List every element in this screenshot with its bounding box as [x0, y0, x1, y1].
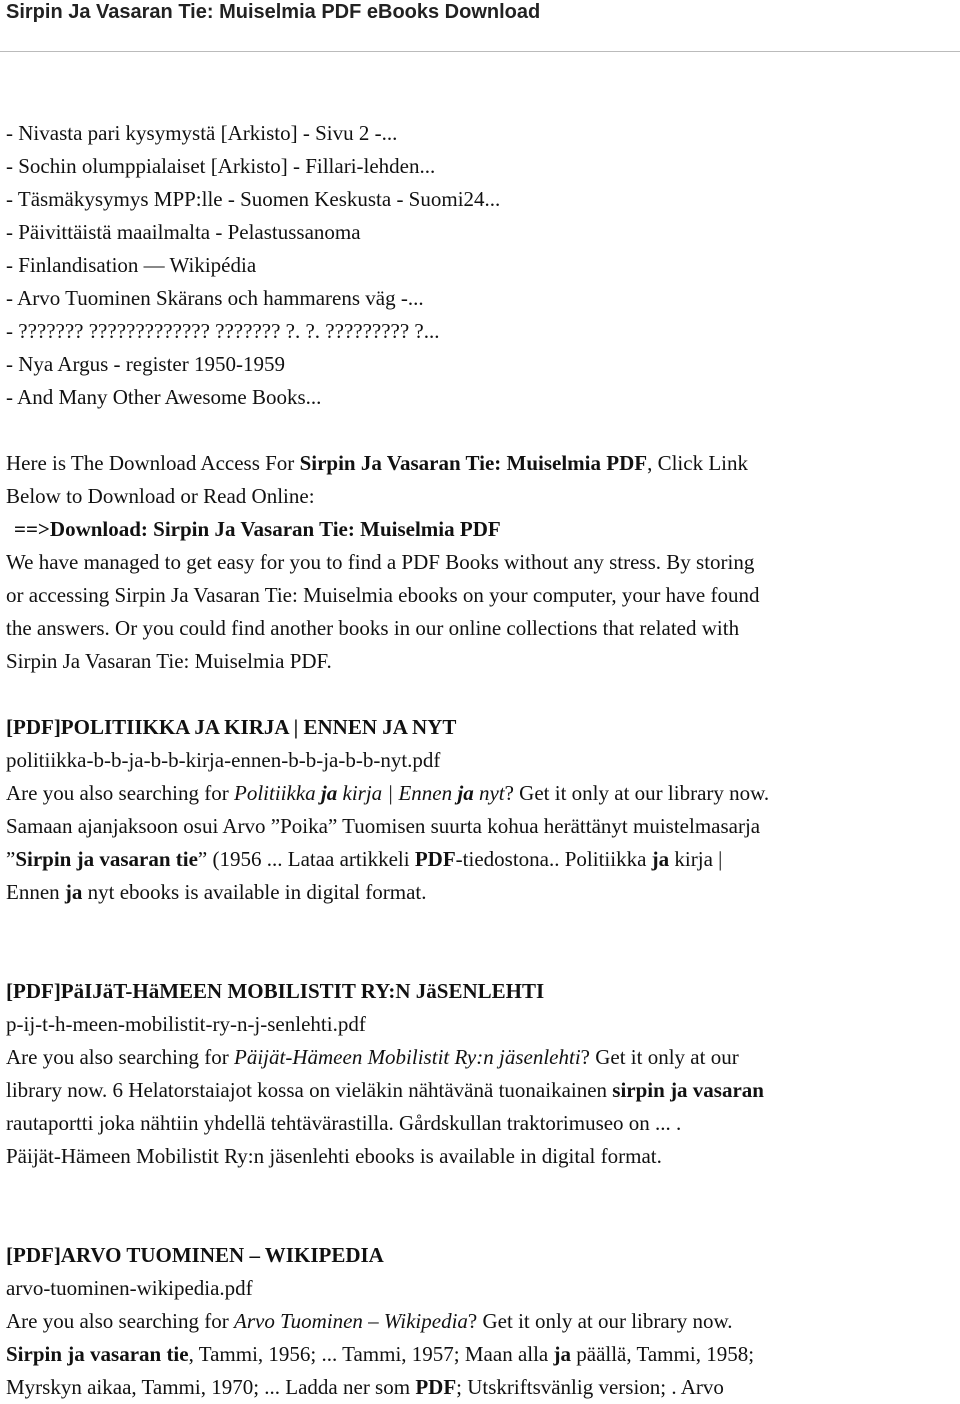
excerpt-bold: Sirpin ja vasaran tie: [15, 847, 198, 871]
result-excerpt: Samaan ajanjaksoon osui Arvo ”Poika” Tuomisen suurta kohua herättänyt muistelmasarja: [6, 814, 761, 838]
excerpt-bold: PDF: [414, 847, 456, 871]
excerpt-text: päällä, Tammi, 1958;: [571, 1342, 755, 1366]
list-item[interactable]: - Arvo Tuominen Skärans och hammarens väg -...: [6, 286, 424, 310]
list-item[interactable]: - And Many Other Awesome Books...: [6, 385, 322, 409]
result-excerpt: Päijät-Hämeen Mobilistit Ry:n jäsenlehti ebooks is available in digital format.: [6, 1144, 662, 1168]
result-heading[interactable]: [PDF]PäIJäT-HäMEEN MOBILISTIT RY:N JäSENLEHTI: [6, 979, 545, 1003]
excerpt-bold: PDF: [415, 1375, 457, 1399]
result-excerpt: [6, 1371, 954, 1404]
searching-title: Politiikka: [234, 781, 321, 805]
result-searching: [6, 1041, 954, 1074]
body-line: the answers. Or you could find another books in our online collections that related with: [6, 616, 740, 640]
result-excerpt: [6, 843, 954, 876]
searching-title: Arvo Tuominen – Wikipedia: [234, 1309, 468, 1333]
result-excerpt: [6, 1074, 954, 1107]
excerpt-bold: ja: [553, 1342, 571, 1366]
result-filename: p-ij-t-h-meen-mobilistit-ry-n-j-senlehti.pdf: [6, 1012, 366, 1036]
result-excerpt: [6, 876, 954, 909]
searching-suffix: ? Get it only at our library now.: [467, 1309, 733, 1333]
excerpt-text: kirja |: [669, 847, 723, 871]
result-block: [6, 975, 954, 1173]
result-filename: politiikka-b-b-ja-b-b-kirja-ennen-b-b-ja-b-b-nyt.pdf: [6, 748, 441, 772]
body-line: or accessing Sirpin Ja Vasaran Tie: Muiselmia ebooks on your computer, your have found: [6, 583, 760, 607]
excerpt-text: , Tammi, 1956; ... Tammi, 1957; Maan alla: [188, 1342, 554, 1366]
excerpt-text: ; Utskriftsvänlig version; . Arvo: [456, 1375, 724, 1399]
intro-text: , Click Link: [647, 451, 748, 475]
searching-title: Päijät-Hämeen Mobilistit Ry:n jäsenlehti: [234, 1045, 581, 1069]
spacer: [6, 1173, 954, 1239]
searching-prefix: Are you also searching for: [6, 1045, 235, 1069]
document-body: [6, 117, 954, 1404]
download-link[interactable]: ==>Download: Sirpin Ja Vasaran Tie: Muiselmia PDF: [14, 517, 501, 541]
spacer: [6, 909, 954, 975]
intro-line: [6, 447, 954, 480]
result-searching: [6, 1305, 954, 1338]
list-item[interactable]: - ??????? ????????????? ??????? ?. ?. ????????? ?...: [6, 319, 440, 343]
excerpt-bold: Sirpin ja vasaran tie: [6, 1342, 189, 1366]
related-list: [6, 117, 954, 414]
body-line: We have managed to get easy for you to find a PDF Books without any stress. By storing: [6, 550, 755, 574]
result-block: [6, 711, 954, 909]
excerpt-text: Myrskyn aikaa, Tammi, 1970; ... Ladda ner som: [6, 1375, 416, 1399]
list-item[interactable]: - Päivittäistä maailmalta - Pelastussanoma: [6, 220, 361, 244]
result-excerpt: rautaportti joka nähtiin yhdellä tehtävärastilla. Gårdskullan traktorimuseo on ... .: [6, 1111, 682, 1135]
body-line: Sirpin Ja Vasaran Tie: Muiselmia PDF.: [6, 649, 332, 673]
searching-title: ja: [320, 781, 338, 805]
result-heading[interactable]: [PDF]POLITIIKKA JA KIRJA | ENNEN JA NYT: [6, 715, 457, 739]
searching-title: ja: [457, 781, 474, 805]
list-item[interactable]: - Täsmäkysymys MPP:lle - Suomen Keskusta - Suomi24...: [6, 187, 501, 211]
excerpt-bold: ja: [64, 880, 83, 904]
excerpt-text: nyt ebooks is available in digital format.: [82, 880, 427, 904]
book-title: Sirpin Ja Vasaran Tie: Muiselmia PDF: [299, 451, 648, 475]
searching-suffix: ? Get it only at our library now.: [504, 781, 770, 805]
searching-prefix: Are you also searching for: [6, 781, 235, 805]
searching-title: nyt: [473, 781, 505, 805]
page-header: [0, 0, 960, 52]
excerpt-text: library now. 6 Helatorstaiajot kossa on vieläkin nähtävänä tuonaikainen: [6, 1078, 613, 1102]
searching-prefix: Are you also searching for: [6, 1309, 235, 1333]
excerpt-text: -tiedostona.. Politiikka: [455, 847, 652, 871]
result-heading[interactable]: [PDF]ARVO TUOMINEN – WIKIPEDIA: [6, 1243, 384, 1267]
result-excerpt: [6, 1338, 954, 1371]
excerpt-text: Ennen: [6, 880, 65, 904]
list-item[interactable]: - Nya Argus - register 1950-1959: [6, 352, 285, 376]
spacer: [6, 414, 954, 447]
intro-text: Here is The Download Access For: [6, 451, 300, 475]
list-item[interactable]: - Finlandisation — Wikipédia: [6, 253, 257, 277]
intro-line: Below to Download or Read Online:: [6, 484, 315, 508]
page-title: Sirpin Ja Vasaran Tie: Muiselmia PDF eBooks Download: [6, 1, 541, 23]
searching-suffix: ? Get it only at our: [580, 1045, 739, 1069]
excerpt-bold: ja: [651, 847, 670, 871]
excerpt-bold: sirpin ja vasaran: [612, 1078, 764, 1102]
list-item[interactable]: - Nivasta pari kysymystä [Arkisto] - Sivu 2 -...: [6, 121, 398, 145]
spacer: [6, 678, 954, 711]
intro-section: [6, 447, 954, 678]
excerpt-text: ” (1956 ... Lataa artikkeli: [197, 847, 415, 871]
excerpt-text: ”: [6, 847, 16, 871]
result-searching: [6, 777, 954, 810]
searching-title: kirja | Ennen: [337, 781, 458, 805]
result-filename: arvo-tuominen-wikipedia.pdf: [6, 1276, 253, 1300]
result-block: [6, 1239, 954, 1404]
list-item[interactable]: - Sochin olumppialaiset [Arkisto] - Fillari-lehden...: [6, 154, 436, 178]
